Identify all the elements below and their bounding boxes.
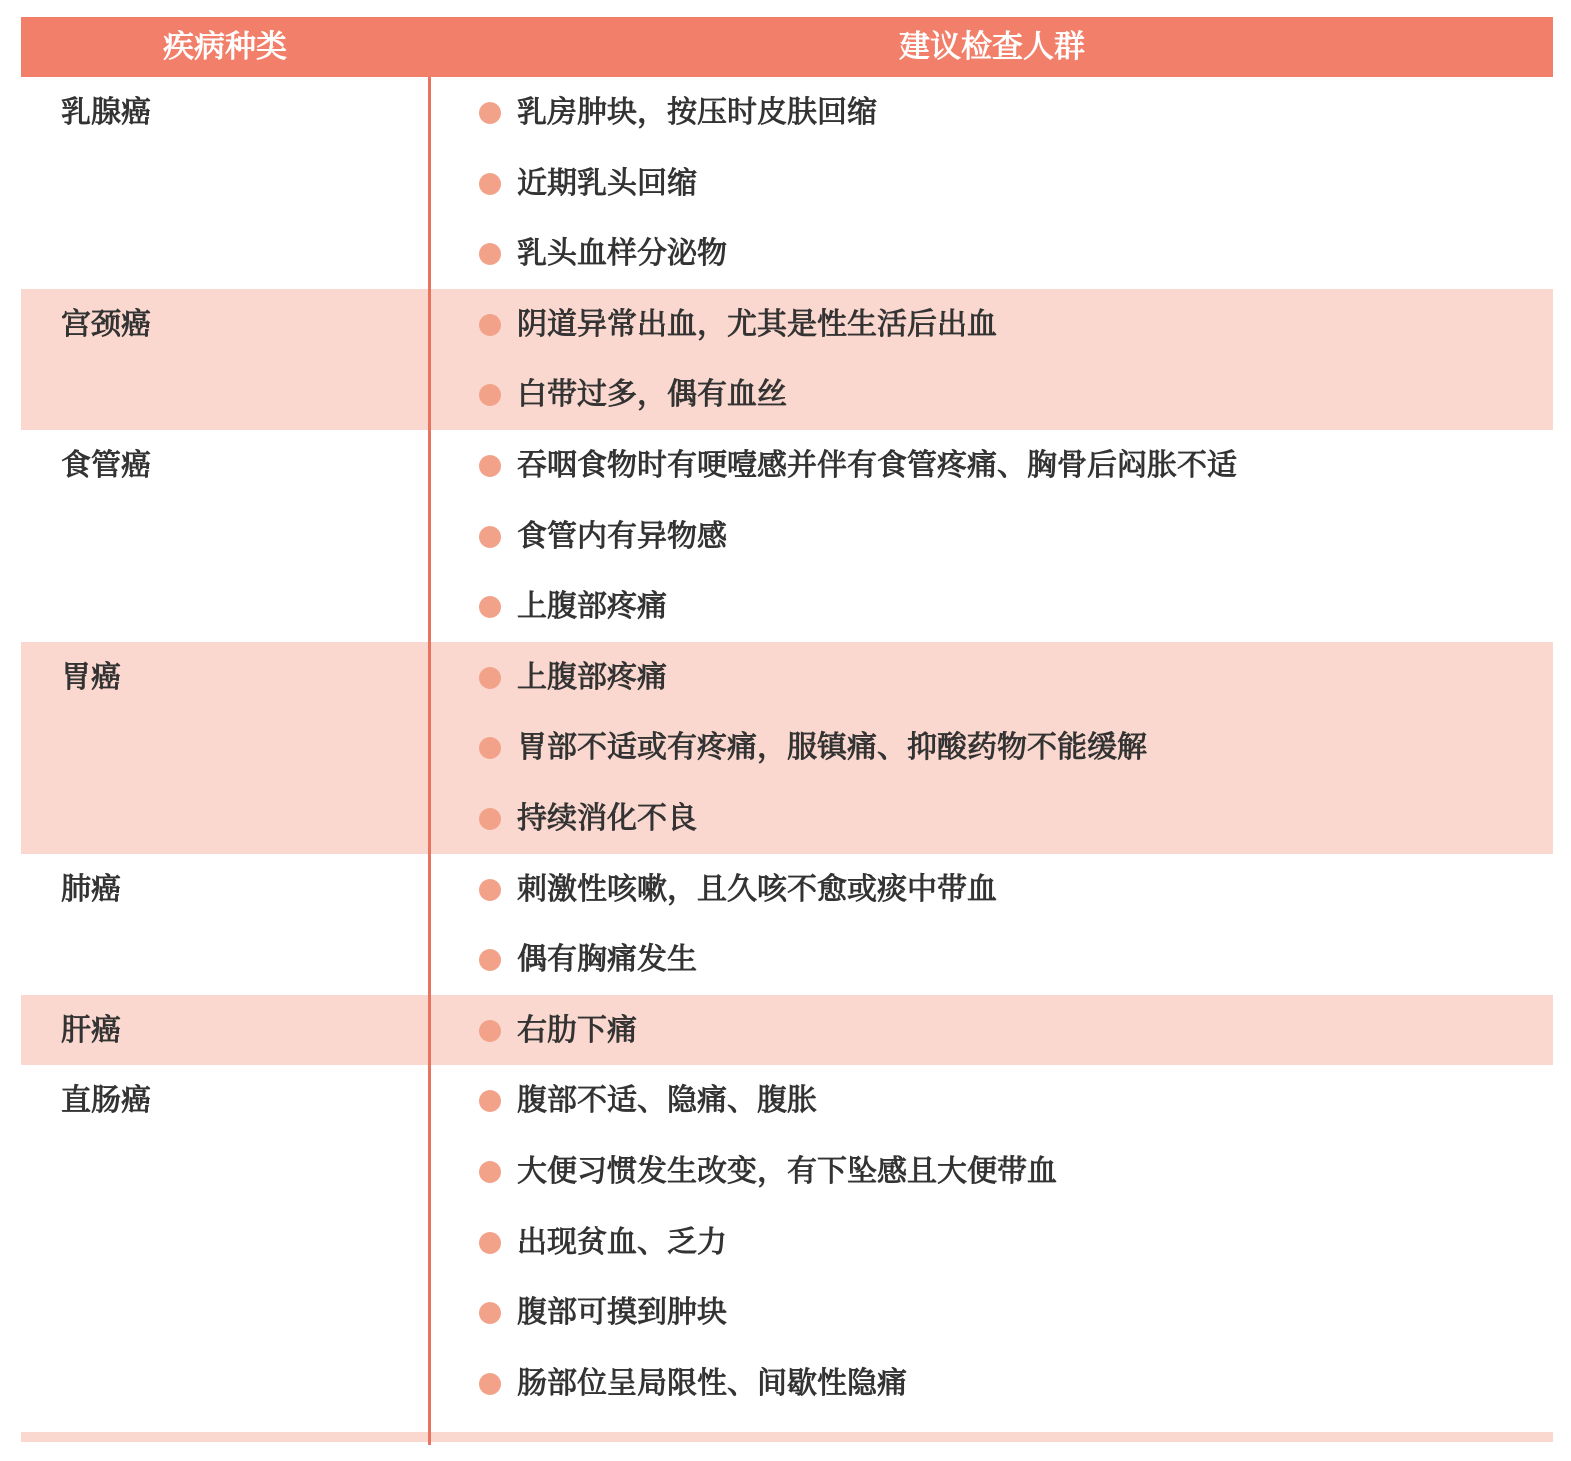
table-bottom-bar — [21, 1432, 1553, 1442]
disease-name: 胃癌 — [61, 659, 121, 695]
symptom-text: 大便习惯发生改变，有下坠感且大便带血 — [517, 1153, 1057, 1189]
table-row — [21, 289, 1553, 430]
bullet-dot-icon — [479, 1302, 501, 1324]
symptom-text: 胃部不适或有疼痛，服镇痛、抑酸药物不能缓解 — [517, 730, 1147, 766]
list-item — [479, 728, 1147, 768]
bullet-dot-icon — [479, 596, 501, 618]
list-item — [479, 305, 997, 345]
list-item — [479, 870, 997, 910]
list-item — [479, 1364, 1057, 1404]
list-item — [479, 1223, 1057, 1263]
table-row — [21, 1065, 1553, 1418]
symptom-text: 右肋下痛 — [517, 1012, 637, 1048]
list-item — [479, 446, 1237, 486]
symptom-list — [479, 305, 997, 446]
list-item — [479, 517, 1237, 557]
bullet-dot-icon — [479, 667, 501, 689]
table-row — [21, 642, 1553, 854]
symptom-list — [479, 446, 1237, 658]
symptom-text: 腹部不适、隐痛、腹胀 — [517, 1083, 817, 1119]
list-item — [479, 93, 877, 133]
bullet-dot-icon — [479, 173, 501, 195]
symptom-text: 持续消化不良 — [517, 800, 697, 836]
disease-name: 宫颈癌 — [61, 306, 151, 342]
symptom-text: 出现贫血、乏力 — [517, 1224, 727, 1260]
header-disease-type: 疾病种类 — [163, 29, 287, 65]
symptom-text: 白带过多，偶有血丝 — [517, 377, 787, 413]
list-item — [479, 1011, 637, 1051]
list-item — [479, 658, 1147, 698]
bullet-dot-icon — [479, 1020, 501, 1042]
symptom-list — [479, 658, 1147, 870]
symptom-text: 刺激性咳嗽，且久咳不愈或痰中带血 — [517, 871, 997, 907]
list-item — [479, 1081, 1057, 1121]
column-divider — [428, 77, 431, 1445]
symptom-text: 食管内有异物感 — [517, 518, 727, 554]
list-item — [479, 1293, 1057, 1333]
bullet-dot-icon — [479, 949, 501, 971]
table-row — [21, 854, 1553, 995]
bullet-dot-icon — [479, 808, 501, 830]
header-recommended-group: 建议检查人群 — [899, 29, 1085, 65]
list-item — [479, 234, 877, 274]
bullet-dot-icon — [479, 737, 501, 759]
symptom-list — [479, 1081, 1057, 1434]
symptom-text: 阴道异常出血，尤其是性生活后出血 — [517, 306, 997, 342]
symptom-text: 上腹部疼痛 — [517, 589, 667, 625]
list-item — [479, 375, 997, 415]
disease-name: 肺癌 — [61, 871, 121, 907]
disease-name: 直肠癌 — [61, 1083, 151, 1119]
symptom-text: 腹部可摸到肿块 — [517, 1295, 727, 1331]
disease-name: 乳腺癌 — [61, 95, 151, 130]
bullet-dot-icon — [479, 384, 501, 406]
table-header — [21, 17, 1553, 77]
symptom-text: 乳头血样分泌物 — [517, 236, 727, 272]
table-row — [21, 430, 1553, 642]
bullet-dot-icon — [479, 1373, 501, 1395]
symptom-text: 乳房肿块，按压时皮肤回缩 — [517, 95, 877, 130]
bullet-dot-icon — [479, 1232, 501, 1254]
bullet-dot-icon — [479, 455, 501, 477]
list-item — [479, 587, 1237, 627]
symptom-text: 吞咽食物时有哽噎感并伴有食管疼痛、胸骨后闷胀不适 — [517, 448, 1237, 483]
symptom-text: 近期乳头回缩 — [517, 165, 697, 201]
symptom-list — [479, 870, 997, 1011]
list-item — [479, 1152, 1057, 1192]
bullet-dot-icon — [479, 1090, 501, 1112]
list-item — [479, 940, 997, 980]
bullet-dot-icon — [479, 526, 501, 548]
bullet-dot-icon — [479, 314, 501, 336]
disease-name: 食管癌 — [61, 448, 151, 483]
symptom-list — [479, 93, 877, 305]
bullet-dot-icon — [479, 1161, 501, 1183]
bullet-dot-icon — [479, 102, 501, 124]
bullet-dot-icon — [479, 879, 501, 901]
table-row — [21, 77, 1553, 289]
bullet-dot-icon — [479, 243, 501, 265]
list-item — [479, 164, 877, 204]
symptom-text: 肠部位呈局限性、间歇性隐痛 — [517, 1365, 907, 1401]
symptom-text: 上腹部疼痛 — [517, 659, 667, 695]
disease-name: 肝癌 — [61, 1012, 121, 1048]
symptom-text: 偶有胸痛发生 — [517, 942, 697, 978]
disease-screening-table — [21, 17, 1553, 1445]
list-item — [479, 799, 1147, 839]
table-row — [21, 995, 1553, 1066]
